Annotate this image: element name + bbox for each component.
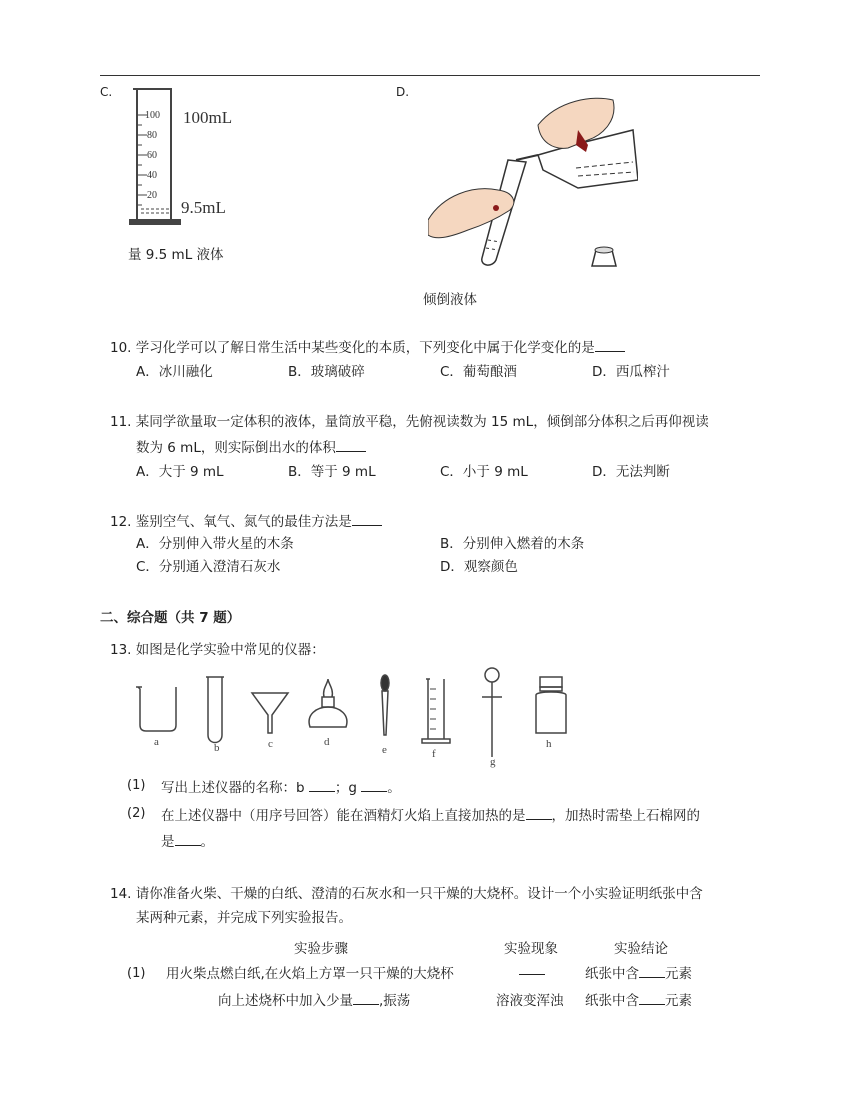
answer-blank[interactable] [175, 833, 201, 846]
q13-sub2-text-line1: 在上述仪器中（用序号回答）能在酒精灯火焰上直接加热的是 ，加热时需垫上石棉网的 [161, 808, 700, 824]
q11-option-c[interactable]: C．小于 9 mL [440, 464, 528, 480]
question-14-stem-line1: 14. 请你准备火柴、干燥的白纸、澄清的石灰水和一只干燥的大烧杯。设计一个小实验证明纸张中含 [110, 886, 703, 902]
tick-label: 40 [147, 170, 157, 181]
q10-option-b[interactable]: B．玻璃破碎 [288, 364, 365, 380]
section-2-title: 二、综合题（共 7 题） [100, 610, 241, 626]
tick-label: 80 [147, 130, 157, 141]
figure-c-label: C. [100, 85, 113, 99]
answer-blank[interactable] [352, 513, 382, 526]
volume-label-9-5ml: 9.5mL [181, 198, 226, 217]
answer-blank[interactable] [336, 439, 366, 452]
q11-option-b[interactable]: B．等于 9 mL [288, 464, 376, 480]
question-12-stem: 12. 鉴别空气、氧气、氮气的最佳方法是 [110, 510, 382, 530]
q14-sub1-number: (1) [127, 966, 146, 981]
apparatus-label-d: d [324, 736, 330, 748]
q10-option-d[interactable]: D．西瓜榨汁 [592, 364, 670, 380]
header-rule [100, 75, 760, 76]
q13-sub1-text: 写出上述仪器的名称：b ；g 。 [161, 780, 401, 796]
table-row-1-phenomenon [519, 962, 545, 979]
q11-option-d[interactable]: D．无法判断 [592, 464, 670, 480]
apparatus-label-e: e [382, 744, 387, 756]
table-row-2-phenomenon: 溶液变浑浊 [496, 993, 564, 1009]
question-11-stem-line1: 11. 某同学欲量取一定体积的液体，量筒放平稳，先俯视读数为 15 mL，倾倒部分体积之后再仰视读 [110, 414, 709, 430]
table-row-1-conclusion: 纸张中含 元素 [585, 966, 692, 982]
apparatus-label-b: b [214, 742, 220, 754]
answer-blank[interactable] [353, 992, 379, 1005]
answer-blank[interactable] [519, 962, 545, 975]
table-row-2-conclusion: 纸张中含 元素 [585, 993, 692, 1009]
table-row-2-step: 向上述烧杯中加入少量 ,振荡 [218, 993, 411, 1009]
tick-label: 100 [145, 110, 160, 121]
question-14-stem-line2: 某两种元素，并完成下列实验报告。 [136, 910, 352, 926]
q10-option-a[interactable]: A．冰川融化 [136, 364, 213, 380]
apparatus-label-f: f [432, 748, 436, 760]
graduated-cylinder-figure [125, 85, 245, 235]
table-header-conclusion: 实验结论 [614, 941, 668, 957]
figure-d-caption: 倾倒液体 [423, 292, 477, 308]
apparatus-label-c: c [268, 738, 273, 750]
q11-option-a[interactable]: A．大于 9 mL [136, 464, 224, 480]
tick-label: 60 [147, 150, 157, 161]
answer-blank[interactable] [526, 807, 552, 820]
apparatus-label-g: g [490, 756, 496, 768]
q13-sub2-text-line2: 是 。 [161, 834, 214, 850]
question-13-stem: 13. 如图是化学实验中常见的仪器： [110, 642, 325, 658]
answer-blank[interactable] [639, 965, 665, 978]
pouring-liquid-figure [428, 90, 638, 275]
answer-blank[interactable] [309, 779, 335, 792]
q12-option-d[interactable]: D．观察颜色 [440, 559, 518, 575]
q12-option-c[interactable]: C．分别通入澄清石灰水 [136, 559, 281, 575]
answer-blank[interactable] [595, 339, 625, 352]
q13-sub2-number: (2) [127, 806, 146, 821]
question-11-stem-line2: 数为 6 mL，则实际倒出水的体积 [136, 436, 366, 456]
tick-label: 20 [147, 190, 157, 201]
q12-option-b[interactable]: B．分别伸入燃着的木条 [440, 536, 585, 552]
answer-blank[interactable] [361, 779, 387, 792]
lab-apparatus-figure [130, 665, 580, 770]
figure-d-label: D. [396, 85, 410, 99]
volume-label-100ml: 100mL [183, 108, 233, 127]
apparatus-label-a: a [154, 736, 159, 748]
q12-option-a[interactable]: A．分别伸入带火星的木条 [136, 536, 294, 552]
answer-blank[interactable] [639, 992, 665, 1005]
apparatus-label-h: h [546, 738, 552, 750]
q13-sub1-number: (1) [127, 778, 146, 793]
table-row-1-step: 用火柴点燃白纸,在火焰上方罩一只干燥的大烧杯 [166, 966, 454, 982]
table-header-step: 实验步骤 [294, 941, 348, 957]
figure-c-caption: 量 9.5 mL 液体 [128, 247, 224, 263]
table-header-phenomenon: 实验现象 [504, 941, 558, 957]
q10-option-c[interactable]: C．葡萄酿酒 [440, 364, 517, 380]
question-10-stem: 10. 学习化学可以了解日常生活中某些变化的本质，下列变化中属于化学变化的是 [110, 336, 625, 356]
